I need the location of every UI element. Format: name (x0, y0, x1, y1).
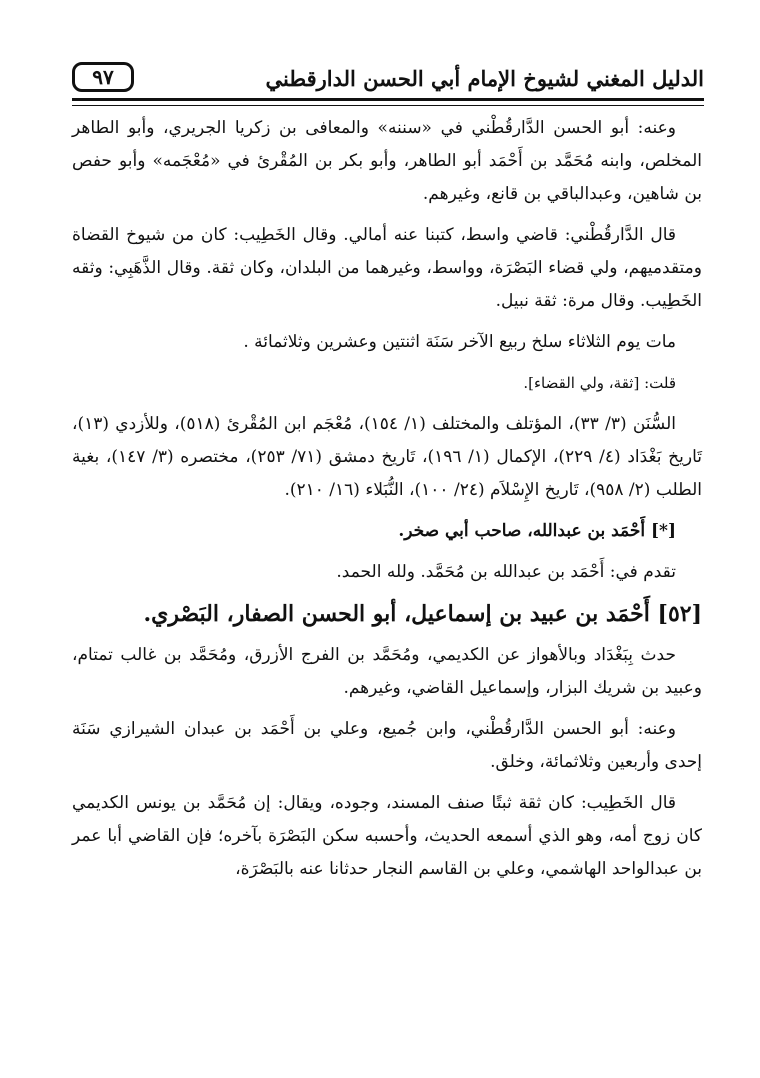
cross-reference-note: تقدم في: أَحْمَد بن عبدالله بن مُحَمَّد. ولله الحمد. (336, 562, 676, 582)
entry-heading-52: [٥٢] أَحْمَد بن عبيد بن إسماعيل، أبو الحسن الصفار، البَصْري. (143, 601, 702, 627)
narrators-from-him-paragraph: وعنه: أبو الحسن الدَّارقُطْني في «سننه» والمعافى بن زكريا الجريري، وأبو الطاهر المخلص، وابنه مُحَمَّد بن أَحْمَد أبو الطاهر، وأبو بكر بن المُقْرئ في «مُعْجَمه» وأبو حفص بن شاهين، وعبدالباقي بن قانع، وغيرهم. (72, 118, 702, 204)
sources-paragraph: السُّنَن (٣/ ٣٣)، المؤتلف والمختلف (١/ ١٥٤)، مُعْجَم ابن المُقْرئ (٥١٨)، وللأزدي (١٣)، تَاريخ بَغْدَاد (٤/ ٢٢٩)، الإكمال (١/ ١٩٦)، تَاريخ دمشق (٧١/ ٢٥٣)، مختصره (٣/ ١٤٧)، بغية الطلب (٢/ ٩٥٨)، تَاريخ الإِسْلاَم (٢٤/ ١٠٠)، النُّبَلاء (١٦/ ٢١٠). (72, 414, 702, 500)
death-date-paragraph: مات يوم الثلاثاء سلخ ربيع الآخر سَنَة اثنتين وعشرين وثلاثمائة . (243, 332, 676, 352)
cross-reference-heading: [*] أَحْمَد بن عبدالله، صاحب أبي صخر. (398, 521, 676, 541)
grading-paragraph: قال الدَّارقُطْني: قاضي واسط، كتبنا عنه أمالي. وقال الخَطِيب: كان من شيوخ القضاة ومتقدميهم، ولي قضاء البَصْرَة، وواسط، وغيرهما من البلدان، وكان ثقة. وقال الذَّهَبِي: وثقه الخَطِيب. وقال مرة: ثقة نبيل. (72, 225, 702, 311)
page-body (72, 112, 702, 894)
author-verdict: قلت: [ثقة، ولي القضاء]. (523, 374, 676, 392)
running-title: الدليل المغني لشيوخ الإمام أبي الحسن الدارقطني (265, 66, 704, 91)
header-rule (72, 98, 704, 106)
khatib-assessment-paragraph: قال الخَطِيب: كان ثقة ثبتًا صنف المسند، وجوده، ويقال: إن مُحَمَّد بن يونس الكديمي كان زوج أمه، وهو الذي أسمعه الحديث، وأحسبه سكن البَصْرَة بآخره؛ فإن القاضي أبا عمر بن عبدالواحد الهاشمي، وعلي بن القاسم النجار حدثانا عنه بالبَصْرَة، (72, 793, 702, 879)
students-paragraph: وعنه: أبو الحسن الدَّارقُطْني، وابن جُميع، وعلي بن أَحْمَد بن عبدان الشيرازي سَنَة إحدى وأربعين وثلاثمائة، وخلق. (72, 719, 702, 772)
page-header (72, 60, 704, 104)
page-number: ٩٧ (72, 62, 134, 92)
narrated-from-paragraph: حدث بِبَغْدَاد وبالأهواز عن الكديمي، ومُحَمَّد بن الفرج الأزرق، ومُحَمَّد بن غالب تمتام، وعبيد بن شريك البزار، وإسماعيل القاضي، وغيرهم. (72, 645, 702, 698)
